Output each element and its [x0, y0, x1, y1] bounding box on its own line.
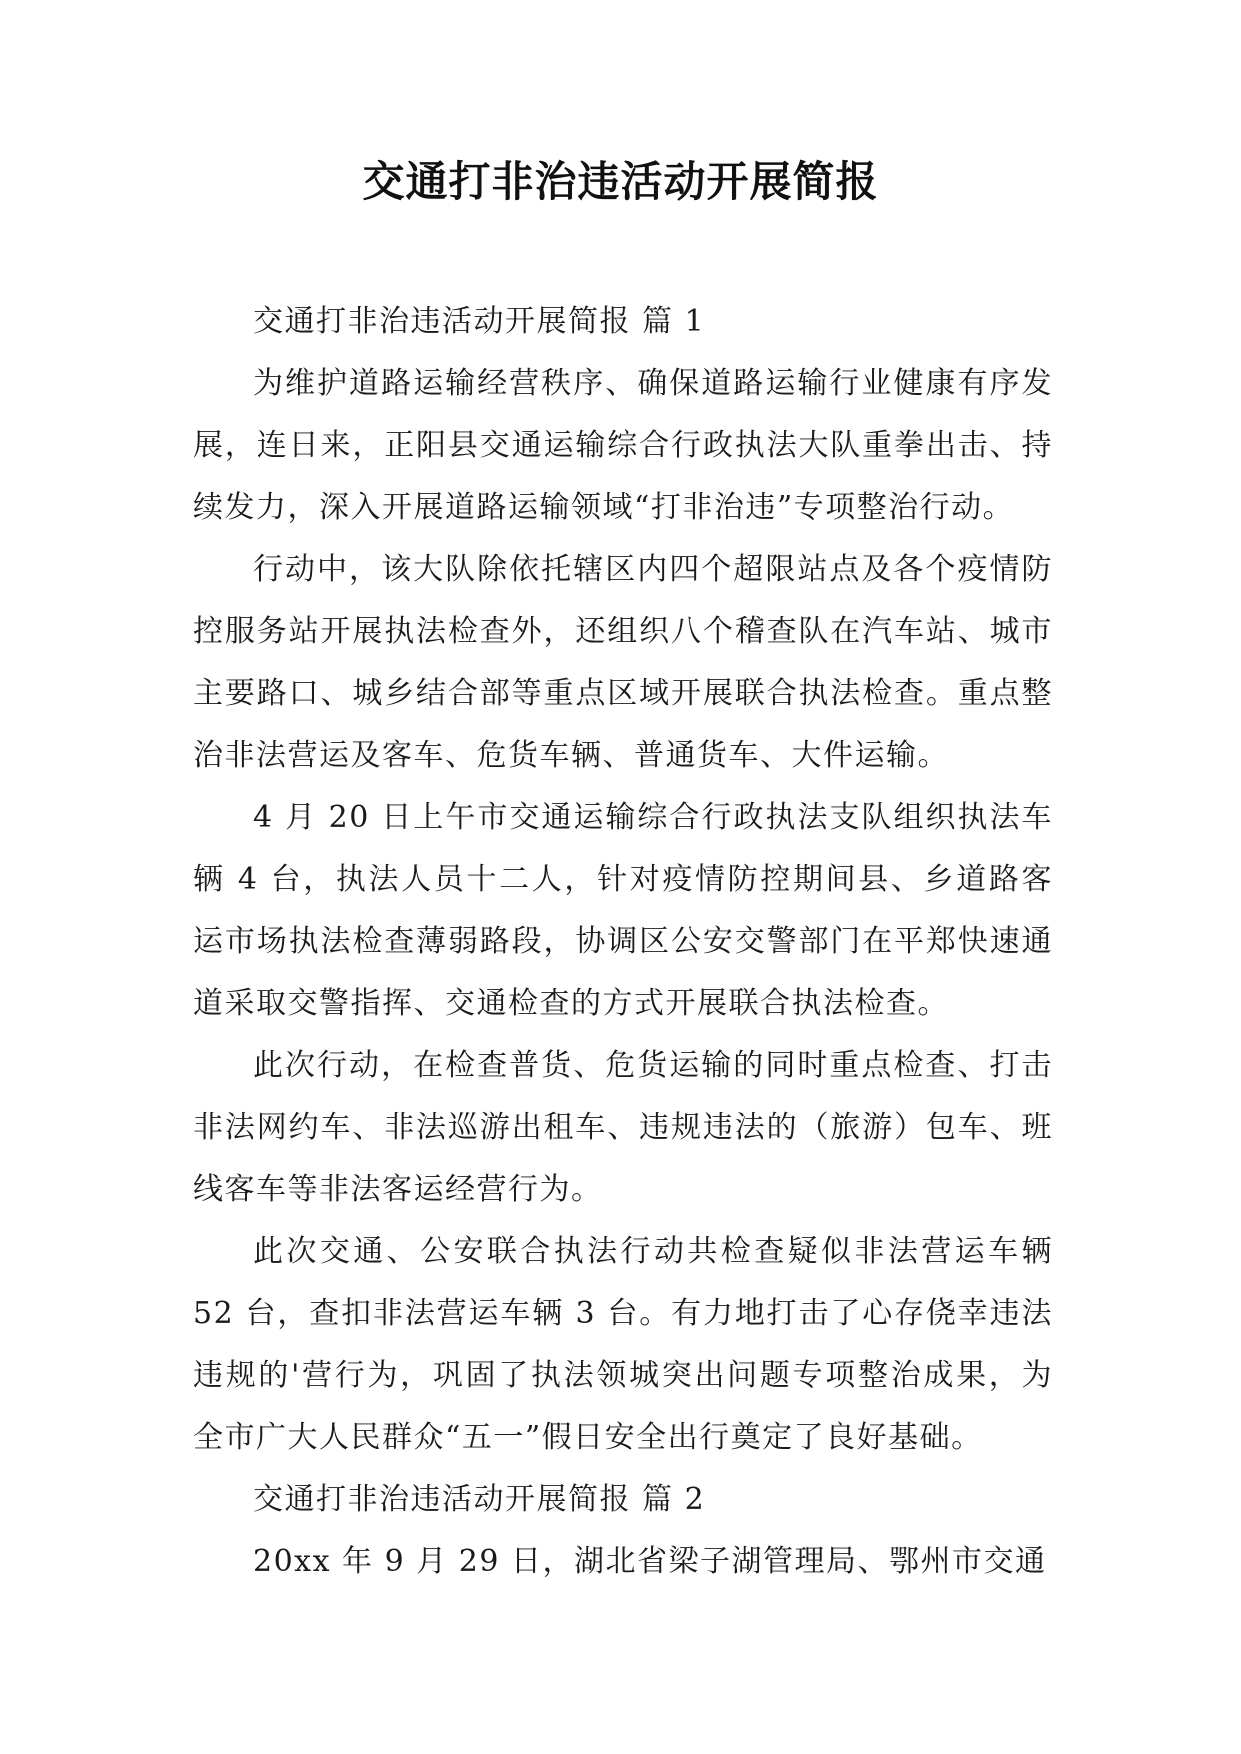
- paragraph-3: 4 月 20 日上午市交通运输综合行政执法支队组织执法车辆 4 台，执法人员十二人，针对疫情防控期间县、乡道路客运市场执法检查薄弱路段，协调区公安交警部门在平郑快速通道采取交警指挥、交通检查的方式开展联合执法检查。: [193, 800, 1053, 1021]
- paragraph-2: 行动中，该大队除依托辖区内四个超限站点及各个疫情防控服务站开展执法检查外，还组织八个稽查队在汽车站、城市主要路口、城乡结合部等重点区域开展联合执法检查。重点整治非法营运及客车、危货车辆、普通货车、大件运输。: [193, 552, 1053, 773]
- paragraph-6: 20xx 年 9 月 29 日，湖北省梁子湖管理局、鄂州市交通: [253, 1544, 1047, 1579]
- section-heading-1: 交通打非治违活动开展简报 篇 1: [253, 304, 706, 339]
- document-title: 交通打非治违活动开展简报: [362, 157, 879, 206]
- paragraph-1: 为维护道路运输经营秩序、确保道路运输行业健康有序发展，连日来，正阳县交通运输综合行政执法大队重拳出击、持续发力，深入开展道路运输领域“打非治违”专项整治行动。: [193, 366, 1053, 525]
- section-heading-2: 交通打非治违活动开展简报 篇 2: [253, 1482, 706, 1517]
- document-body: [193, 291, 1053, 1593]
- paragraph-4: 此次行动，在检查普货、危货运输的同时重点检查、打击非法网约车、非法巡游出租车、违规违法的（旅游）包车、班线客车等非法客运经营行为。: [193, 1048, 1053, 1207]
- paragraph-5: 此次交通、公安联合执法行动共检查疑似非法营运车辆 52 台，查扣非法营运车辆 3 台。有力地打击了心存侥幸违法违规的'营行为，巩固了执法领城突出问题专项整治成果，为全市广大人民群众“五一”假日安全出行奠定了良好基础。: [193, 1234, 1053, 1455]
